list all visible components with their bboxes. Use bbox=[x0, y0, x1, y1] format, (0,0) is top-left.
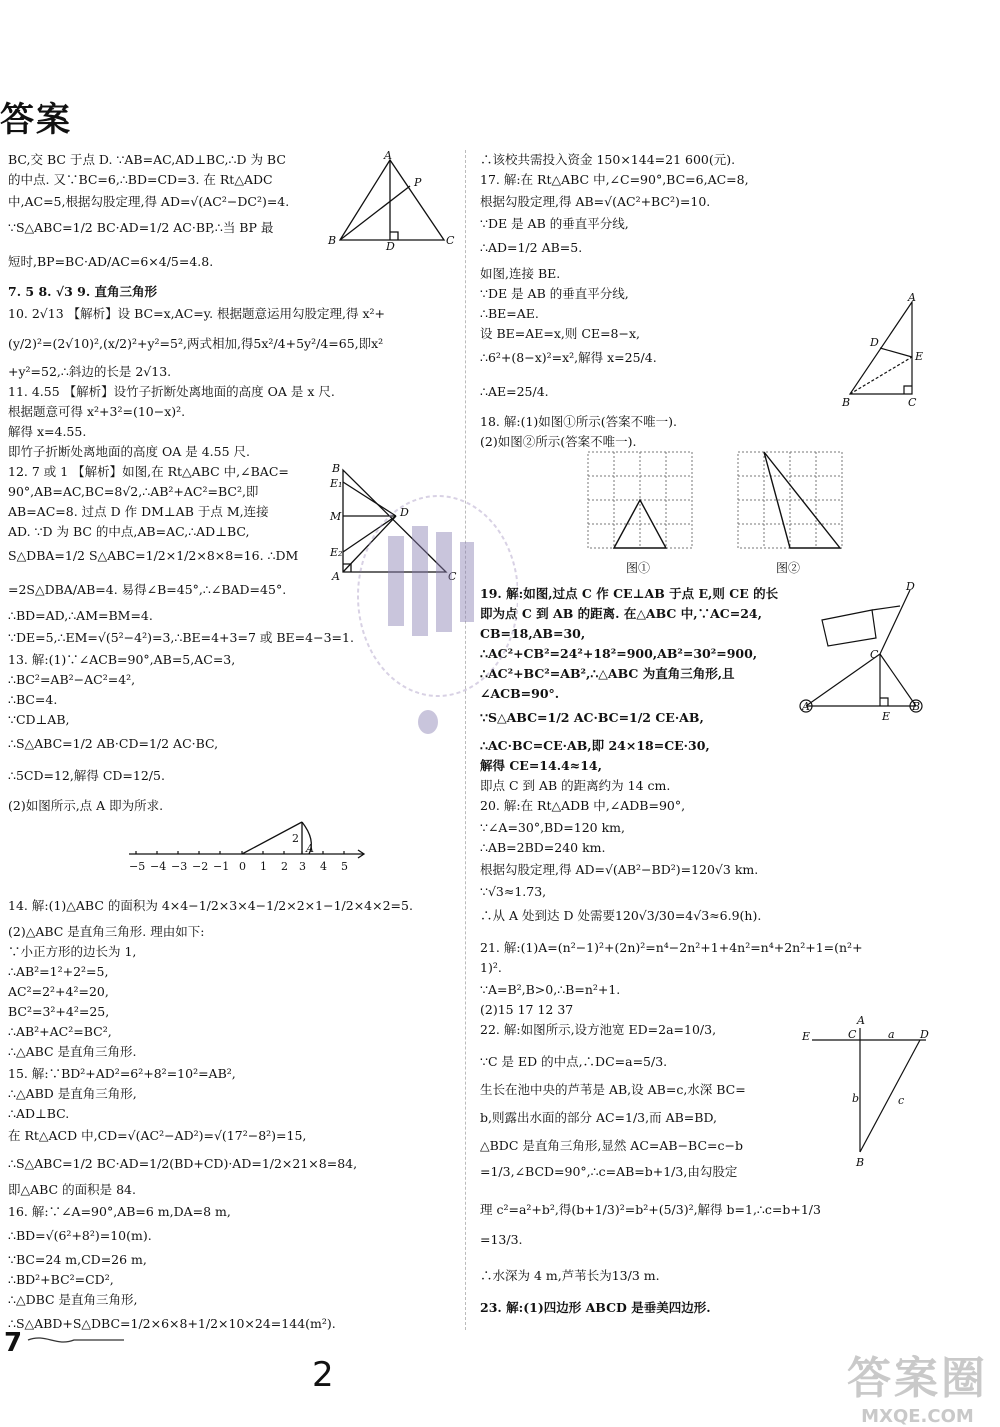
figure-number-line bbox=[124, 808, 374, 880]
text-line: 19. 解:如图,过点 C 作 CE⊥AB 于点 E,则 CE 的长 bbox=[480, 586, 779, 601]
tick-label: 4 bbox=[320, 860, 327, 873]
text-line: 设 BE=AE=x,则 CE=8−x, bbox=[480, 326, 640, 341]
text-line: ∴BC=4. bbox=[8, 692, 58, 707]
text-line: ∵√3≈1.73, bbox=[480, 884, 547, 899]
text-line: 1)². bbox=[480, 960, 502, 975]
segment-label: b bbox=[852, 1092, 860, 1105]
figure-problem-22 bbox=[798, 1010, 938, 1170]
figure-problem-18-grids bbox=[586, 450, 846, 580]
text-line: ∴S△ABC=1/2 BC·AD=1/2(BD+CD)·AD=1/2×21×8=84, bbox=[8, 1156, 358, 1171]
text-line: ∴水深为 4 m,芦苇长为13/3 m. bbox=[480, 1268, 660, 1283]
point-label: E bbox=[882, 710, 891, 723]
point-label: B bbox=[332, 462, 341, 475]
text-line: ∴AE=25/4. bbox=[480, 384, 549, 399]
vertex-label: C bbox=[446, 234, 455, 247]
point-label: D bbox=[400, 506, 409, 519]
stamp-graphic bbox=[348, 486, 518, 736]
text-line: ∵DE=5,∴EM=√(5²−4²)=3,∴BE=4+3=7 或 BE=4−3=1. bbox=[8, 630, 354, 645]
segment-label: c bbox=[898, 1094, 905, 1107]
text-line: ∵A=B²,B>0,∴B=n²+1. bbox=[480, 982, 621, 997]
text-line: AD. ∵D 为 BC 的中点,AB=AC,∴AD⊥BC, bbox=[8, 524, 250, 539]
watermark-title: 答案圈 bbox=[847, 1353, 988, 1404]
text-line: ∵BC=24 m,CD=26 m, bbox=[8, 1252, 147, 1267]
text-line: ∴AB²+AC²=BC², bbox=[8, 1024, 112, 1039]
text-line: 即竹子折断处离地面的高度 OA 是 4.55 尺. bbox=[8, 444, 250, 459]
text-line: b,则露出水面的部分 AC=1/3,而 AB=BD, bbox=[480, 1110, 717, 1125]
text-line: 11. 4.55 【解析】设竹子折断处离地面的高度 OA 是 x 尺. bbox=[8, 384, 335, 399]
text-line: 解得 x=4.55. bbox=[8, 424, 87, 439]
text-line: AC²=2²+4²=20, bbox=[8, 984, 109, 999]
text-line: ∴△ABD 是直角三角形, bbox=[8, 1086, 137, 1101]
text-line: ∴AD=1/2 AB=5. bbox=[480, 240, 583, 255]
text-line: ∵小正方形的边长为 1, bbox=[8, 944, 137, 959]
text-line: 90°,AB=AC,BC=8√2,∴AB²+AC²=BC²,即 bbox=[8, 484, 259, 499]
point-label: C bbox=[908, 396, 917, 409]
tick-label: −2 bbox=[192, 860, 209, 873]
point-label: E bbox=[802, 1030, 811, 1043]
text-line: 解得 CE=14.4≈14, bbox=[480, 758, 602, 773]
text-line: =13/3. bbox=[480, 1232, 523, 1247]
text-line: 10. 2√13 【解析】设 BC=x,AC=y. 根据题意运用勾股定理,得 x²+ bbox=[8, 306, 385, 321]
tick-label: 2 bbox=[281, 860, 288, 873]
tick-label: 1 bbox=[260, 860, 267, 873]
figure-problem-17 bbox=[838, 292, 938, 410]
text-line: ∴S△ABC=1/2 AB·CD=1/2 AC·BC, bbox=[8, 736, 219, 751]
text-line: 的中点. 又∵BC=6,∴BD=CD=3. 在 Rt△ADC bbox=[8, 172, 273, 187]
text-line: ∴AC·BC=CE·AB,即 24×18=CE·30, bbox=[480, 738, 710, 753]
tick-label: 0 bbox=[239, 860, 246, 873]
text-line: 根据勾股定理,得 AB=√(AC²+BC²)=10. bbox=[480, 194, 711, 209]
point-label: A bbox=[306, 842, 314, 855]
vertex-label: D bbox=[386, 240, 395, 250]
text-line: 17. 解:在 Rt△ABC 中,∠C=90°,BC=6,AC=8, bbox=[480, 172, 749, 187]
text-line: 在 Rt△ACD 中,CD=√(AC²−AD²)=√(17²−8²)=15, bbox=[8, 1128, 307, 1143]
text-line: 13. 解:(1)∵∠ACB=90°,AB=5,AC=3, bbox=[8, 652, 236, 667]
text-line: ∵C 是 ED 的中点,∴DC=a=5/3. bbox=[480, 1054, 668, 1069]
text-line: ∴AB=2BD=240 km. bbox=[480, 840, 606, 855]
watermark bbox=[847, 1342, 988, 1427]
vertex-label: A bbox=[384, 150, 392, 162]
tick-label: −5 bbox=[129, 860, 146, 873]
tick-label: −3 bbox=[171, 860, 188, 873]
text-line: ∴该校共需投入资金 150×144=21 600(元). bbox=[480, 152, 736, 167]
text-line: 16. 解:∵∠A=90°,AB=6 m,DA=8 m, bbox=[8, 1204, 231, 1219]
figure-triangle-abc-p bbox=[320, 150, 460, 250]
text-line: ∵S△ABC=1/2 AC·BC=1/2 CE·AB, bbox=[480, 710, 704, 725]
text-line: ∴BD=AD,∴AM=BM=4. bbox=[8, 608, 153, 623]
point-label: A bbox=[857, 1014, 865, 1027]
text-line: 12. 7 或 1 【解析】如图,在 Rt△ABC 中,∠BAC= bbox=[8, 464, 289, 479]
point-label: B bbox=[912, 700, 921, 713]
text-line: 如图,连接 BE. bbox=[480, 266, 561, 281]
point-label: M bbox=[330, 510, 342, 523]
text-line: ∴BD²+BC²=CD², bbox=[8, 1272, 114, 1287]
point-label: D bbox=[870, 336, 879, 349]
page-number: 7 bbox=[4, 1328, 23, 1358]
text-line: ∵DE 是 AB 的垂直平分线, bbox=[480, 286, 629, 301]
text-line: ∴BC²=AB²−AC²=4², bbox=[8, 672, 136, 687]
text-line: 7. 5 8. √3 9. 直角三角形 bbox=[8, 284, 158, 299]
tick-label: −4 bbox=[150, 860, 167, 873]
text-line: S△DBA=1/2 S△ABC=1/2×1/2×8×8=16. ∴DM bbox=[8, 548, 299, 563]
point-label: C bbox=[448, 570, 457, 583]
vertex-label: B bbox=[328, 234, 337, 247]
text-line: 即点 C 到 AB 的距离约为 14 cm. bbox=[480, 778, 671, 793]
segment-label: 2 bbox=[292, 832, 299, 845]
text-line: ∠ACB=90°. bbox=[480, 686, 560, 701]
text-line: (2)15 17 12 37 bbox=[480, 1002, 574, 1017]
text-line: ∴BE=AE. bbox=[480, 306, 539, 321]
point-label: A bbox=[908, 292, 916, 304]
text-line: 根据勾股定理,得 AD=√(AB²−BD²)=120√3 km. bbox=[480, 862, 759, 877]
text-line: 即为点 C 到 AB 的距离. 在△ABC 中,∵AC=24, bbox=[480, 606, 762, 621]
text-line: =1/3,∠BCD=90°,∴c=AB=b+1/3,由勾股定 bbox=[480, 1164, 738, 1179]
text-line: 理 c²=a²+b²,得(b+1/3)²=b²+(5/3)²,解得 b=1,∴c=b+1/3 bbox=[480, 1202, 821, 1217]
text-line: ∵∠A=30°,BD=120 km, bbox=[480, 820, 625, 835]
text-line: 23. 解:(1)四边形 ABCD 是垂美四边形. bbox=[480, 1300, 711, 1315]
text-line: ∵CD⊥AB, bbox=[8, 712, 70, 727]
text-line: +y²=52,∴斜边的长是 2√13. bbox=[8, 364, 172, 379]
text-line: 14. 解:(1)△ABC 的面积为 4×4−1/2×3×4−1/2×2×1−1/2×4×2=5. bbox=[8, 898, 413, 913]
page-header-title: 答案 bbox=[0, 100, 72, 140]
tick-label: 3 bbox=[299, 860, 306, 873]
point-label: E₁ bbox=[330, 477, 343, 490]
text-line: ∴△DBC 是直角三角形, bbox=[8, 1292, 138, 1307]
text-line: ∵DE 是 AB 的垂直平分线, bbox=[480, 216, 629, 231]
figure-caption: 图① bbox=[626, 561, 651, 575]
point-label: B bbox=[842, 396, 851, 409]
text-line: 生长在池中央的芦苇是 AB,设 AB=c,水深 BC= bbox=[480, 1082, 746, 1097]
handwritten-mark: 2 bbox=[312, 1355, 334, 1395]
text-line: 根据题意可得 x²+3²=(10−x)². bbox=[8, 404, 186, 419]
point-label: C bbox=[848, 1028, 857, 1041]
text-line: BC,交 BC 于点 D. ∵AB=AC,AD⊥BC,∴D 为 BC bbox=[8, 152, 286, 167]
text-line: ∴5CD=12,解得 CD=12/5. bbox=[8, 768, 165, 783]
text-line: (y/2)²=(2√10)²,(x/2)²+y²=5²,两式相加,得5x²/4+5y²/4=65,即x² bbox=[8, 336, 384, 351]
text-line: 15. 解:∵BD²+AD²=6²+8²=10²=AB², bbox=[8, 1066, 236, 1081]
text-line: 22. 解:如图所示,设方池宽 ED=2a=10/3, bbox=[480, 1022, 717, 1037]
text-line: BC²=3²+4²=25, bbox=[8, 1004, 110, 1019]
text-line: 18. 解:(1)如图①所示(答案不唯一). bbox=[480, 414, 677, 429]
point-label: E₂ bbox=[330, 546, 343, 559]
text-line: =2S△DBA/AB=4. 易得∠B=45°,∴∠BAD=45°. bbox=[8, 582, 287, 597]
text-line: (2)如图所示,点 A 即为所求. bbox=[8, 798, 164, 813]
tick-label: 5 bbox=[341, 860, 348, 873]
text-line: ∴AC²+BC²=AB²,∴△ABC 为直角三角形,且 bbox=[480, 666, 735, 681]
text-line: 短时,BP=BC·AD/AC=6×4/5=4.8. bbox=[8, 254, 214, 269]
point-label: C bbox=[870, 648, 879, 661]
text-line: (2)△ABC 是直角三角形. 理由如下: bbox=[8, 924, 205, 939]
text-line: ∴AD⊥BC. bbox=[8, 1106, 70, 1121]
text-line: 即△ABC 的面积是 84. bbox=[8, 1182, 136, 1197]
watermark-url: MXQE.COM bbox=[861, 1406, 974, 1427]
point-label: D bbox=[920, 1028, 929, 1041]
text-line: CB=18,AB=30, bbox=[480, 626, 586, 641]
text-line: AB=AC=8. 过点 D 作 DM⊥AB 于点 M,连接 bbox=[8, 504, 269, 519]
vertex-label: P bbox=[414, 176, 422, 189]
text-line: 中,AC=5,根据勾股定理,得 AD=√(AC²−DC²)=4. bbox=[8, 194, 290, 209]
footer-ornament bbox=[26, 1333, 126, 1347]
text-line: ∴S△ABD+S△DBC=1/2×6×8+1/2×10×24=144(m²). bbox=[8, 1316, 336, 1331]
text-line: 20. 解:在 Rt△ADB 中,∠ADB=90°, bbox=[480, 798, 686, 813]
point-label: B bbox=[856, 1156, 865, 1169]
text-line: ∴6²+(8−x)²=x²,解得 x=25/4. bbox=[480, 350, 657, 365]
text-line: 21. 解:(1)A=(n²−1)²+(2n)²=n⁴−2n²+1+4n²=n⁴+2n²+1=(n²+ bbox=[480, 940, 863, 955]
text-line: △BDC 是直角三角形,显然 AC=AB−BC=c−b bbox=[480, 1138, 743, 1153]
point-label: D bbox=[906, 582, 915, 593]
figure-problem-19 bbox=[792, 582, 992, 732]
text-line: ∴△ABC 是直角三角形. bbox=[8, 1044, 137, 1059]
text-line: ∴AB²=1²+2²=5, bbox=[8, 964, 109, 979]
tick-label: −1 bbox=[213, 860, 230, 873]
point-label: A bbox=[802, 700, 810, 713]
text-line: ∴AC²+CB²=24²+18²=900,AB²=30²=900, bbox=[480, 646, 758, 661]
point-label: A bbox=[332, 570, 340, 583]
text-line: (2)如图②所示(答案不唯一). bbox=[480, 434, 637, 449]
figure-caption: 图② bbox=[776, 561, 801, 575]
point-label: E bbox=[915, 350, 924, 363]
text-line: ∵S△ABC=1/2 BC·AD=1/2 AC·BP,∴当 BP 最 bbox=[8, 220, 274, 235]
text-line: ∴BD=√(6²+8²)=10(m). bbox=[8, 1228, 152, 1243]
segment-label: a bbox=[888, 1028, 895, 1041]
text-line: ∴从 A 处到达 D 处需要120√3/30=4√3≈6.9(h). bbox=[480, 908, 762, 923]
column-divider bbox=[465, 150, 466, 1330]
